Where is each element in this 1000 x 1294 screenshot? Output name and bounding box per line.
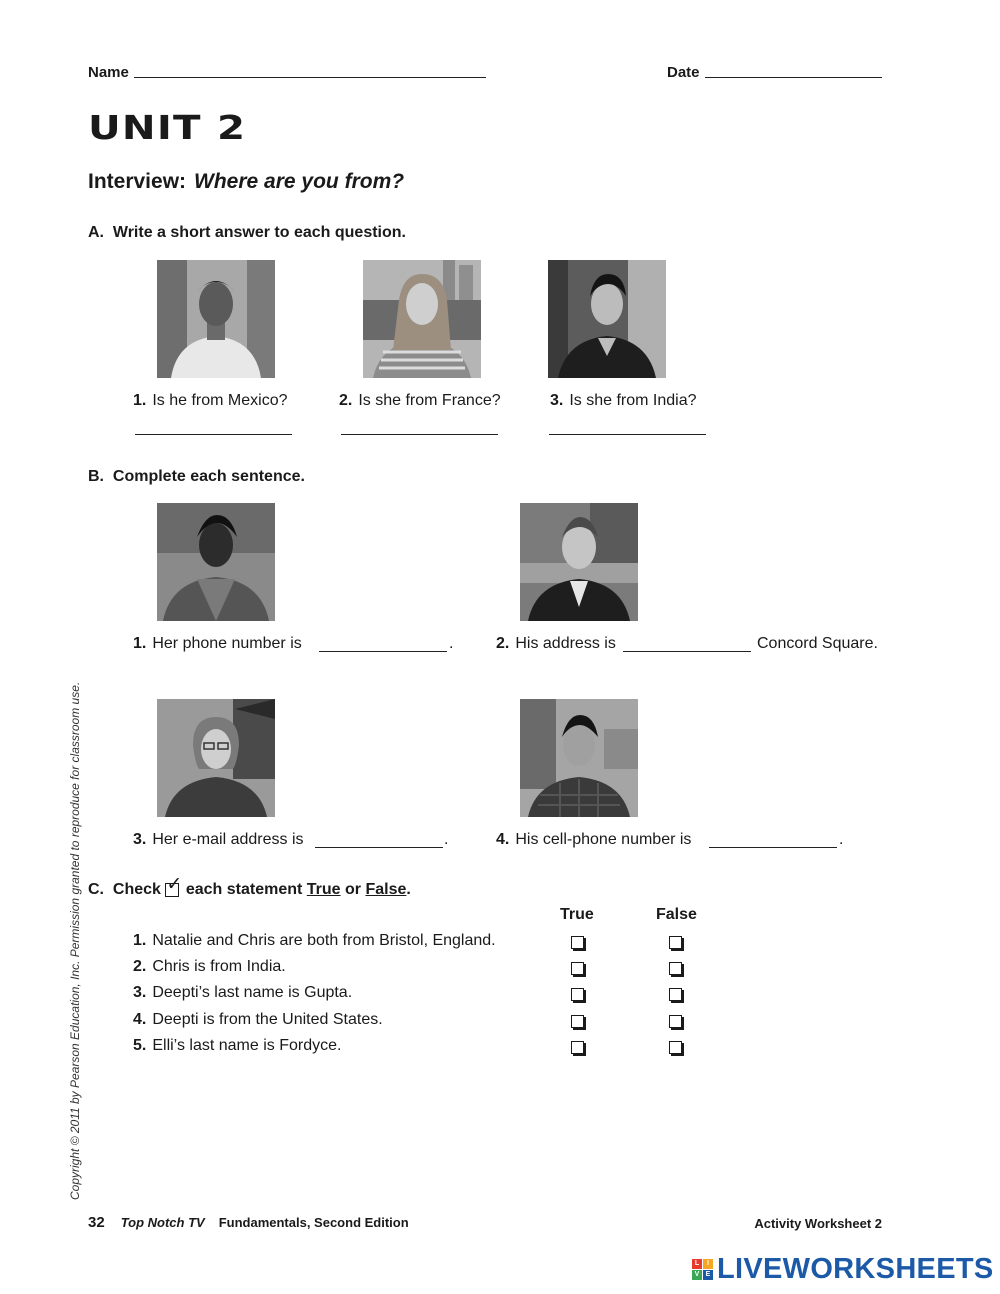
name-label: Name <box>88 64 129 81</box>
statement-c2-num: 2. <box>133 958 147 975</box>
sentence-b2-before: His address is <box>515 635 616 652</box>
sentence-b3-after: . <box>444 831 449 848</box>
answer-b4-field[interactable] <box>709 847 837 848</box>
photo-young-man <box>157 260 275 378</box>
sentence-b4-num: 4. <box>496 831 510 848</box>
answer-b3-field[interactable] <box>315 847 443 848</box>
statement-c4-text: Deepti is from the United States. <box>152 1011 383 1028</box>
series-title: Top Notch TV <box>120 1215 205 1230</box>
statement-c5 <box>133 1037 341 1055</box>
edition-title: Fundamentals, Second Edition <box>218 1215 409 1230</box>
sentence-b1-num: 1. <box>133 635 147 652</box>
sentence-b1-after: . <box>449 635 454 652</box>
sentence-b4 <box>496 831 691 849</box>
question-a2-text: Is she from France? <box>358 392 501 409</box>
section-c-check-word: Check <box>112 881 161 898</box>
page-number: 32 <box>88 1214 105 1231</box>
question-a1 <box>133 392 288 410</box>
photo-man-suit <box>520 503 638 621</box>
answer-a2-field[interactable] <box>341 434 498 435</box>
sentence-b3-before: Her e-mail address is <box>152 831 304 848</box>
photo-man-plaid <box>520 699 638 817</box>
date-field[interactable] <box>705 77 882 78</box>
sentence-b2-after: Concord Square. <box>757 635 878 652</box>
section-a-text: Write a short answer to each question. <box>112 224 406 241</box>
answer-b1-field[interactable] <box>319 651 447 652</box>
statement-c3 <box>133 984 352 1002</box>
statement-c2-text: Chris is from India. <box>152 958 286 975</box>
sentence-b4-before: His cell-phone number is <box>515 831 692 848</box>
logo-squares-icon <box>692 1259 713 1280</box>
checkbox-false-4[interactable] <box>669 1015 682 1028</box>
sentence-b3-num: 3. <box>133 831 147 848</box>
sentence-b1 <box>133 635 302 653</box>
section-b-heading <box>88 468 305 486</box>
answer-b2-field[interactable] <box>623 651 751 652</box>
sentence-b3 <box>133 831 304 849</box>
copyright-notice: Copyright © 2011 by Pearson Education, Inc. Permission granted to reproduce for classroom use. <box>68 681 82 1200</box>
interview-topic: Where are you from? <box>194 170 405 193</box>
question-a3 <box>550 392 697 410</box>
checkbox-true-4[interactable] <box>571 1015 584 1028</box>
section-b-text: Complete each sentence. <box>112 468 305 485</box>
section-a-heading <box>88 224 406 242</box>
statement-c5-text: Elli’s last name is Fordyce. <box>152 1037 342 1054</box>
checkbox-false-2[interactable] <box>669 962 682 975</box>
interview-heading <box>88 170 404 194</box>
date-label: Date <box>667 64 700 81</box>
question-a1-text: Is he from Mexico? <box>152 392 288 409</box>
statement-c1-text: Natalie and Chris are both from Bristol, England. <box>152 932 496 949</box>
footer-left <box>88 1214 409 1231</box>
section-c-or: or <box>345 881 362 898</box>
statement-c3-num: 3. <box>133 984 147 1001</box>
question-a3-num: 3. <box>550 392 564 409</box>
question-a2 <box>339 392 501 410</box>
statement-c1 <box>133 932 496 950</box>
statement-c1-num: 1. <box>133 932 147 949</box>
logo-letter-l: L <box>692 1259 702 1269</box>
unit-title: UNIT 2 <box>88 108 247 147</box>
answer-a1-field[interactable] <box>135 434 292 435</box>
logo-letter-i: I <box>703 1259 713 1269</box>
section-c-mid: each statement <box>185 881 303 898</box>
checkbox-false-3[interactable] <box>669 988 682 1001</box>
name-field[interactable] <box>134 77 486 78</box>
sentence-b2-num: 2. <box>496 635 510 652</box>
statement-c5-num: 5. <box>133 1037 147 1054</box>
question-a1-num: 1. <box>133 392 147 409</box>
photo-woman-dark-hair <box>548 260 666 378</box>
question-a3-text: Is she from India? <box>569 392 697 409</box>
photo-woman-denim <box>157 503 275 621</box>
checkbox-false-5[interactable] <box>669 1041 682 1054</box>
section-c-end: . <box>406 881 411 898</box>
statement-c3-text: Deepti’s last name is Gupta. <box>152 984 353 1001</box>
sentence-b1-before: Her phone number is <box>152 635 302 652</box>
interview-label: Interview: <box>88 170 187 193</box>
logo-text: LIVEWORKSHEETS <box>717 1252 994 1285</box>
logo-letter-e: E <box>703 1270 713 1280</box>
sentence-b4-after: . <box>839 831 844 848</box>
section-c-letter: C. <box>88 881 104 898</box>
statement-c2 <box>133 958 286 976</box>
checkbox-true-1[interactable] <box>571 936 584 949</box>
section-c-false-word: False <box>365 881 407 898</box>
statement-c4-num: 4. <box>133 1011 147 1028</box>
worksheet-label: Activity Worksheet 2 <box>754 1216 882 1231</box>
answer-a3-field[interactable] <box>549 434 706 435</box>
column-false-header: False <box>656 906 697 923</box>
checkbox-false-1[interactable] <box>669 936 682 949</box>
section-a-letter: A. <box>88 224 104 241</box>
photo-woman-blonde <box>363 260 481 378</box>
photo-woman-glasses <box>157 699 275 817</box>
checkmark-icon: ✓ <box>166 874 183 895</box>
checkbox-true-2[interactable] <box>571 962 584 975</box>
section-c-heading <box>88 874 411 899</box>
sentence-b2 <box>496 635 616 653</box>
checkbox-true-3[interactable] <box>571 988 584 1001</box>
statement-c4 <box>133 1011 383 1029</box>
section-c-true-word: True <box>306 881 341 898</box>
logo-letter-v: V <box>692 1270 702 1280</box>
question-a2-num: 2. <box>339 392 353 409</box>
section-b-letter: B. <box>88 468 104 485</box>
column-true-header: True <box>560 906 594 923</box>
checkbox-true-5[interactable] <box>571 1041 584 1054</box>
liveworksheets-logo[interactable] <box>692 1254 994 1284</box>
